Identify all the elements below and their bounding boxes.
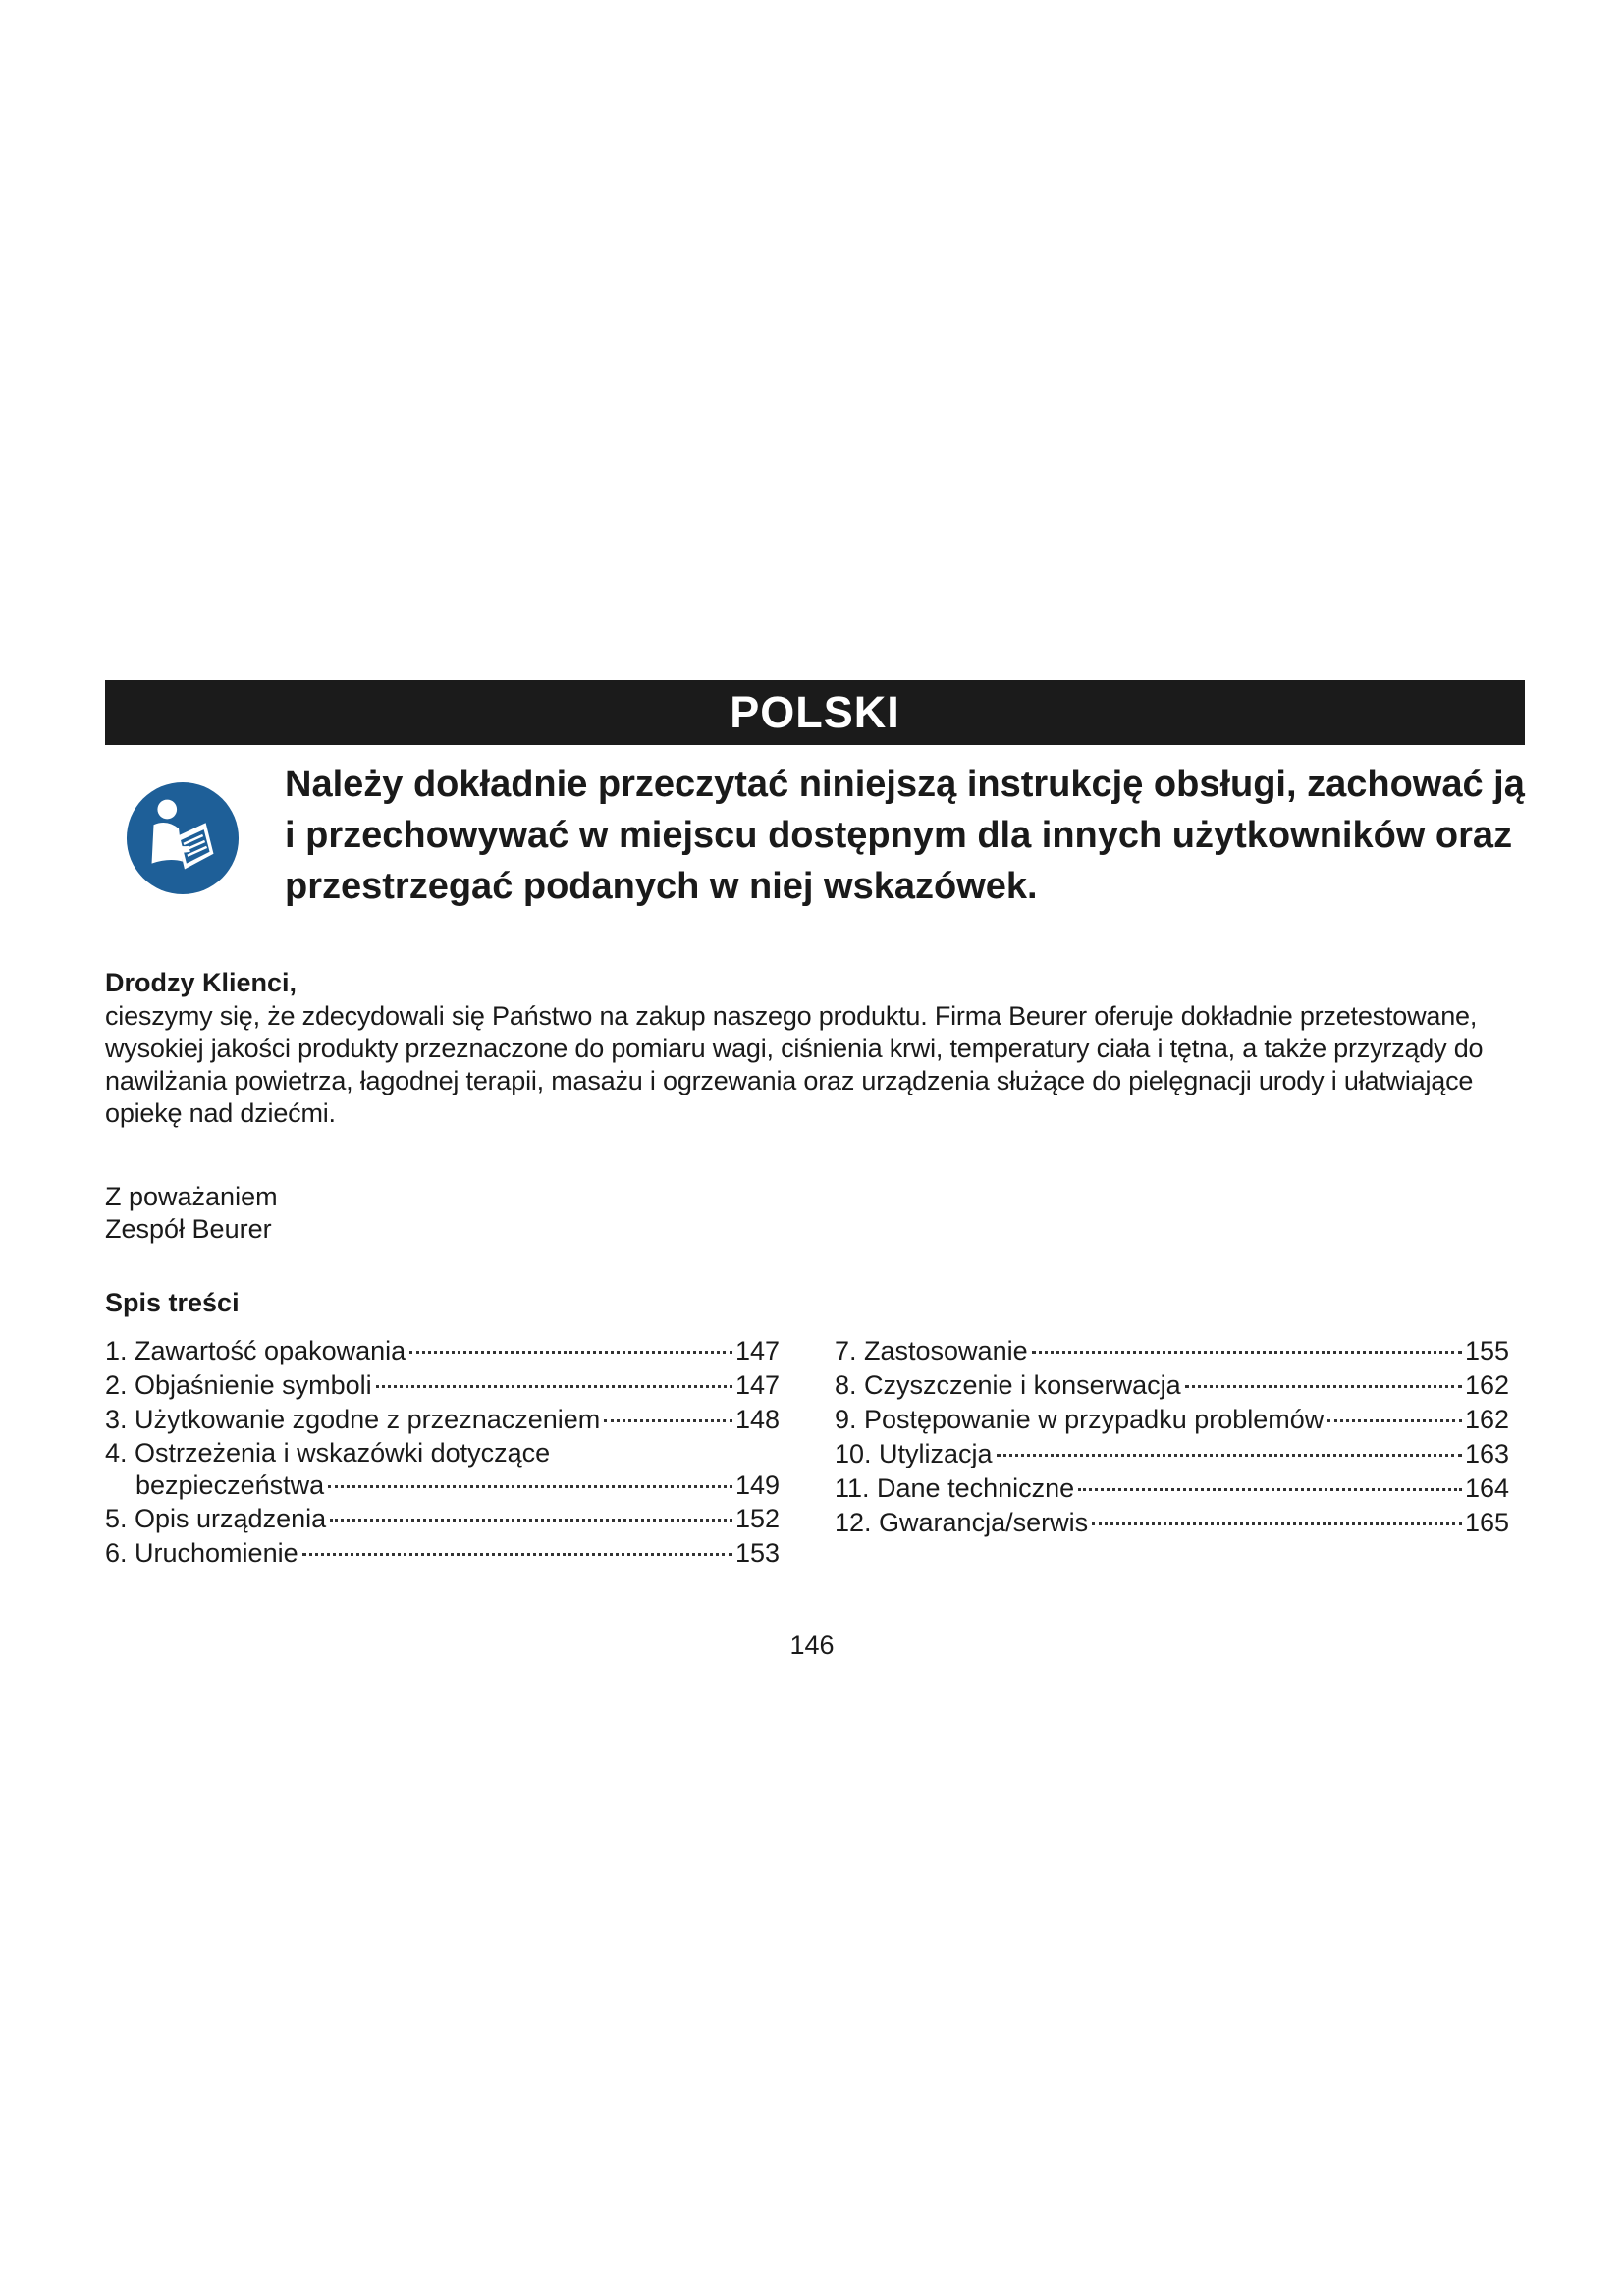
- toc-entry[interactable]: [105, 1403, 780, 1437]
- toc-leader: [302, 1553, 732, 1556]
- toc-leader: [328, 1485, 732, 1488]
- read-manual-notice: [105, 759, 1525, 965]
- toc-column-right: [835, 1334, 1509, 1571]
- toc-entry-page: 148: [734, 1405, 780, 1434]
- toc-leader: [1327, 1419, 1462, 1422]
- toc-entry-page: 147: [734, 1370, 780, 1400]
- toc-entry-page: 162: [1464, 1370, 1509, 1400]
- toc-entry-label: 3. Użytkowanie zgodne z przeznaczeniem: [105, 1403, 604, 1437]
- toc-entry-page: 153: [734, 1538, 780, 1568]
- language-banner: [105, 680, 1525, 745]
- toc-entry[interactable]: [835, 1437, 1509, 1471]
- toc-leader: [409, 1351, 732, 1354]
- toc-entry-label: 5. Opis urządzenia: [105, 1502, 330, 1536]
- toc-entry-label: 10. Utylizacja: [835, 1437, 997, 1471]
- salutation: Drodzy Klienci,: [105, 968, 298, 997]
- toc-entry-page: 165: [1464, 1508, 1509, 1537]
- toc-entry-label: 11. Dane techniczne: [835, 1471, 1078, 1506]
- toc-leader: [1185, 1385, 1462, 1388]
- toc-entry-label: 8. Czyszczenie i konserwacja: [835, 1368, 1185, 1403]
- toc-entry-label: 9. Postępowanie w przypadku problemów: [835, 1403, 1327, 1437]
- toc-leader: [376, 1385, 732, 1388]
- language-title: POLSKI: [730, 687, 900, 737]
- toc-entry-page: 162: [1464, 1405, 1509, 1434]
- page-number: 146: [789, 1630, 835, 1660]
- toc-entry[interactable]: [105, 1334, 780, 1368]
- intro-paragraph: cieszymy się, że zdecydowali się Państwo na zakup naszego produktu. Firma Beurer oferuje dokładnie przetestowane, wysokiej jakości produkty przeznaczone do pomiaru wagi, ciśnienia krwi, temperatury ciała i tętna, a także przyrządy do nawilżania powietrza, łagodnej terapii, masażu i ogrzewania oraz urządzenia służące do pielęgnacji urody i ułatwiające opiekę nad dziećmi.: [105, 1001, 1484, 1128]
- toc-leader: [1092, 1522, 1462, 1525]
- toc-entry-label-cont: bezpieczeństwa: [135, 1469, 328, 1502]
- table-of-contents: [105, 1334, 1525, 1571]
- toc-entry-page: 164: [1464, 1473, 1509, 1503]
- toc-entry[interactable]: [105, 1536, 780, 1571]
- toc-entry[interactable]: [835, 1403, 1509, 1437]
- toc-entry-label: 2. Objaśnienie symboli: [105, 1368, 376, 1403]
- toc-leader: [330, 1519, 732, 1522]
- toc-entry-label: 6. Uruchomienie: [105, 1536, 302, 1571]
- toc-leader: [604, 1419, 732, 1422]
- toc-entry[interactable]: [105, 1368, 780, 1403]
- toc-entry-page: 149: [734, 1470, 780, 1500]
- toc-entry[interactable]: [835, 1334, 1509, 1368]
- notice-text: Należy dokładnie przeczytać niniejszą instrukcję obsługi, zachować ją i przechowywać w miejscu dostępnym dla innych użytkowników oraz przestrzegać podanych w niej wskazówek.: [285, 764, 1525, 907]
- closing-line-2: Zespół Beurer: [105, 1214, 272, 1244]
- document-page: [105, 680, 1525, 1571]
- closing-line-1: Z poważaniem: [105, 1182, 278, 1211]
- toc-leader: [1078, 1488, 1462, 1491]
- toc-entry[interactable]: [105, 1502, 780, 1536]
- toc-entry-page: 163: [1464, 1439, 1509, 1468]
- toc-leader: [1032, 1351, 1462, 1354]
- toc-entry-page: 147: [734, 1336, 780, 1365]
- toc-entry[interactable]: [105, 1469, 780, 1502]
- toc-entry-label: 7. Zastosowanie: [835, 1334, 1032, 1368]
- toc-entry[interactable]: [835, 1471, 1509, 1506]
- toc-entry-page: 155: [1464, 1336, 1509, 1365]
- toc-entry-label: 1. Zawartość opakowania: [105, 1334, 409, 1368]
- closing: [105, 1181, 1525, 1246]
- toc-entry-label: 12. Gwarancja/serwis: [835, 1506, 1092, 1540]
- toc-entry-label: 4. Ostrzeżenia i wskazówki dotyczące: [105, 1438, 551, 1468]
- toc-column-left: [105, 1334, 780, 1571]
- toc-entry-page: 152: [734, 1504, 780, 1533]
- toc-entry[interactable]: [835, 1506, 1509, 1540]
- toc-leader: [997, 1454, 1462, 1457]
- toc-entry[interactable]: [835, 1368, 1509, 1403]
- read-manual-icon: [125, 780, 241, 896]
- toc-title: Spis treści: [105, 1288, 240, 1317]
